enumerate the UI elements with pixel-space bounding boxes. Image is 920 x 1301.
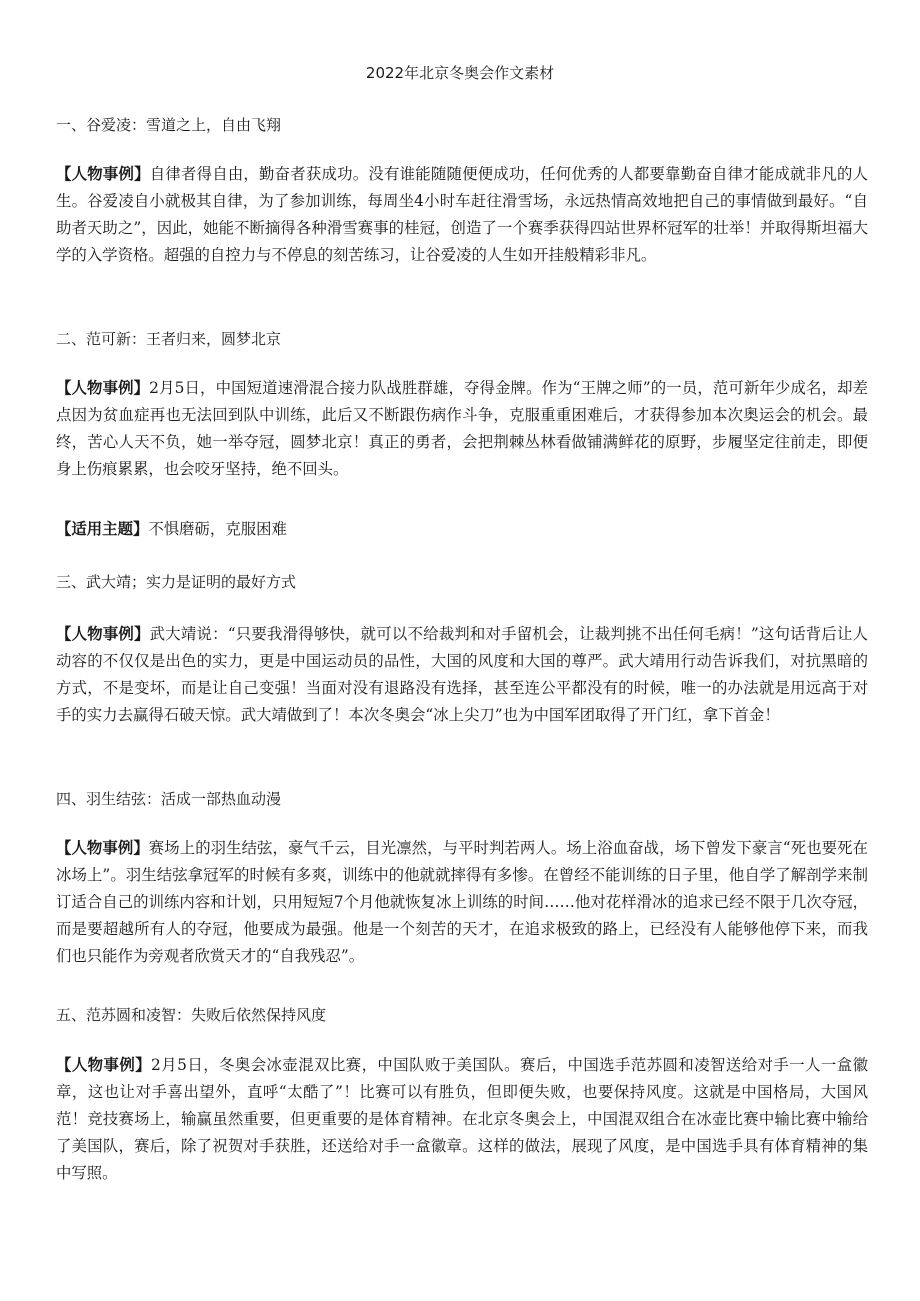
section-1-case — [56, 161, 868, 269]
case-label: 【人物事例】 — [56, 165, 150, 183]
section-1-heading: 一、谷爱凌：雪道之上，自由飞翔 — [56, 116, 282, 134]
section-5-case — [56, 1052, 868, 1187]
case-text: 2月5日，中国短道速滑混合接力队战胜群雄，夺得金牌。作为“王牌之师”的一员，范可新年少成名，却差点因为贫血症再也无法回到队中训练，此后又不断跟伤病作斗争，克服重重困难后，才获得参加本次奥运会的机会。最终，苦心人天不负，她一举夺冠，圆梦北京！真正的勇者，会把荆棘丛林看做铺满鲜花的原野，步履坚定往前走，即便身上伤痕累累，也会咬牙坚持，绝不回头。 — [56, 379, 868, 478]
case-text: 赛场上的羽生结弦，豪气千云，目光凛然，与平时判若两人。场上浴血奋战，场下曾发下豪言“死也要死在冰场上”。羽生结弦拿冠军的时候有多爽，训练中的他就就摔得有多惨。在曾经不能训练的日子里，他自学了解剖学来制订适合自己的训练内容和计划，只用短短7个月他就恢复冰上训练的时间……他对花样滑冰的追求已经不限于几次夺冠，而是要超越所有人的夺冠，他要成为最强。他是一个刻苦的天才，在追求极致的路上，已经没有人能够他停下来，而我们也只能作为旁观者欣赏天才的“自我残忍”。 — [56, 839, 868, 965]
section-2-case — [56, 375, 868, 483]
case-text: 武大靖说：“只要我滑得够快，就可以不给裁判和对手留机会，让裁判挑不出任何毛病！”这句话背后让人动容的不仅仅是出色的实力，更是中国运动员的品性，大国的风度和大国的尊严。武大靖用行动告诉我们，对抗黑暗的方式，不是变坏，而是让自己变强！当面对没有退路没有选择，甚至连公平都没有的时候，唯一的办法就是用远高于对手的实力去赢得石破天惊。武大靖做到了！本次冬奥会“冰上尖刀”也为中国军团取得了开门红，拿下首金！ — [56, 625, 868, 724]
section-2-heading: 二、范可新：王者归来，圆梦北京 — [56, 330, 282, 348]
case-label: 【人物事例】 — [56, 379, 150, 397]
theme-text: 不惧磨砺，克服困难 — [148, 520, 287, 538]
case-label: 【人物事例】 — [56, 839, 149, 857]
section-2-theme — [56, 516, 868, 543]
theme-label: 【适用主题】 — [56, 520, 149, 538]
section-4-heading: 四、羽生结弦：活成一部热血动漫 — [56, 790, 282, 808]
section-4-case — [56, 835, 868, 970]
section-5-heading: 五、范苏圆和凌智：失败后依然保持风度 — [56, 1006, 327, 1024]
section-3-heading: 三、武大靖；实力是证明的最好方式 — [56, 573, 297, 591]
case-text: 2月5日，冬奥会冰壶混双比赛，中国队败于美国队。赛后，中国选手范苏圆和凌智送给对手一人一盒徽章，这也让对手喜出望外，直呼“太酷了”！比赛可以有胜负，但即便失败，也要保持风度。这就是中国格局，大国风范！竞技赛场上，输赢虽然重要，但更重要的是体育精神。在北京冬奥会上，中国混双组合在冰壶比赛中输比赛中输给了美国队，赛后，除了祝贺对手获胜，还送给对手一盒徽章。这样的做法，展现了风度，是中国选手具有体育精神的集中写照。 — [56, 1056, 868, 1182]
document-title: 2022年北京冬奥会作文素材 — [365, 64, 555, 82]
case-text: 自律者得自由，勤奋者获成功。没有谁能随随便便成功，任何优秀的人都要靠勤奋自律才能成就非凡的人生。谷爱凌自小就极其自律，为了参加训练，每周坐4小时车赶往滑雪场，永远热情高效地把自己的事情做到最好。“自助者天助之”，因此，她能不断摘得各种滑雪赛事的桂冠，创造了一个赛季获得四站世界杯冠军的壮举！并取得斯坦福大学的入学资格。超强的自控力与不停息的刻苦练习，让谷爱凌的人生如开挂般精彩非凡。 — [56, 165, 868, 264]
case-label: 【人物事例】 — [56, 625, 150, 643]
case-label: 【人物事例】 — [56, 1056, 152, 1074]
section-3-case — [56, 621, 868, 729]
